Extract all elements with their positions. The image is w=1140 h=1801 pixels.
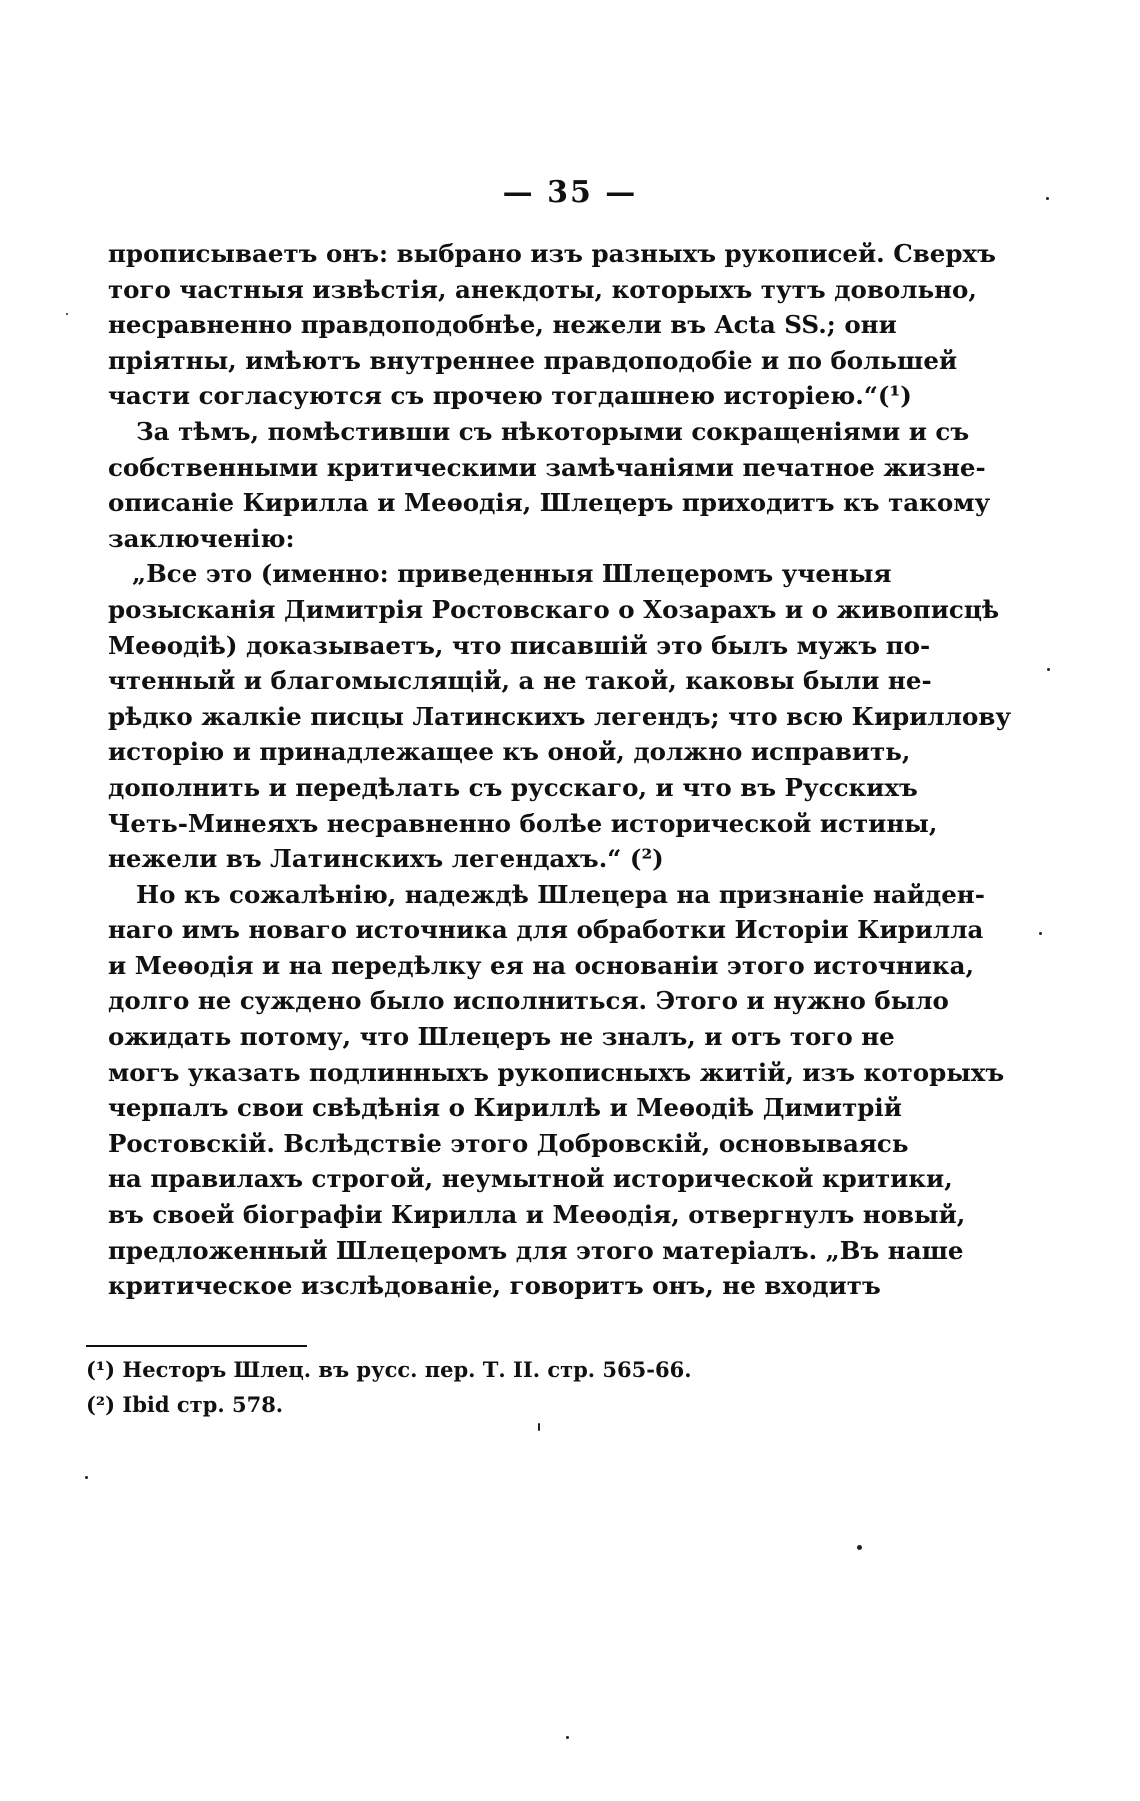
text-line: на правилахъ строгой, неумытной исторической критики, [108,1164,953,1194]
text-line: заключенію: [108,523,295,553]
scan-speck [566,1736,569,1739]
text-line: несравненно правдоподобнѣе, нежели въ Acta SS.; они [108,310,897,340]
text-line: ожидать потому, что Шлецеръ не зналъ, и отъ того не [108,1022,895,1052]
text-line: нежели въ Латинскихъ легендахъ.“ (²) [108,844,664,874]
footnote-1: (¹) Несторъ Шлец. въ русс. пер. Т. II. стр. 565-66. [86,1357,692,1382]
text-line: въ своей біографіи Кирилла и Меѳодія, отвергнулъ новый, [108,1200,966,1230]
text-line: дополнить и передѣлать съ русскаго, и что въ Русскихъ [108,772,918,802]
page-number: — 35 — [502,175,638,210]
scan-speck [1039,932,1042,935]
scan-speck [85,1476,88,1479]
text-line: рѣдко жалкіе писцы Латинскихъ легендъ; что всю Кириллову [108,701,1012,731]
footnotes [86,1352,736,1422]
text-line: розысканія Димитрія Ростовскаго о Хозарахъ и о живописцѣ [108,594,1000,624]
text-line: Меѳодіѣ) доказываетъ, что писавшій это былъ мужъ по- [108,630,931,660]
footnote-divider [86,1345,307,1347]
text-line: могъ указать подлинныхъ рукописныхъ житій, изъ которыхъ [108,1057,1005,1087]
text-line: предложенный Шлецеромъ для этого матеріалъ. „Въ наше [108,1235,964,1265]
text-line: того частныя извѣстія, анекдоты, которыхъ тутъ довольно, [108,274,977,304]
scan-speck [66,313,68,315]
body-text [108,236,1012,1304]
text-line: черпалъ свои свѣдѣнія о Кириллѣ и Меѳодіѣ Димитрій [108,1093,902,1123]
text-line: Но къ сожалѣнію, надеждѣ Шлецера на признаніе найден- [136,879,985,909]
text-line: „Все это (именно: приведенныя Шлецеромъ ученыя [132,559,892,589]
text-line: наго имъ новаго источника для обработки Исторіи Кирилла [108,915,984,945]
text-line: долго не суждено было исполниться. Этого и нужно было [108,986,949,1016]
scan-speck [1046,197,1049,200]
text-line: прописываетъ онъ: выбрано изъ разныхъ рукописей. Сверхъ [108,239,996,268]
text-line: Ростовскій. Вслѣдствіе этого Добровскій, основываясь [108,1128,909,1158]
text-line: описаніе Кирилла и Меѳодія, Шлецеръ приходитъ къ такому [108,488,991,518]
text-line: и Меѳодія и на передѣлку ея на основаніи этого источника, [108,950,975,980]
footnote-2: (²) Ibid стр. 578. [86,1392,284,1417]
text-line: собственными критическими замѣчаніями печатное жизне- [108,452,986,482]
scan-speck [538,1423,540,1431]
scan-speck [857,1545,862,1550]
text-line: критическое изслѣдованіе, говоритъ онъ, не входитъ [108,1271,881,1301]
text-line: исторію и принадлежащее къ оной, должно исправить, [108,737,911,767]
text-line: Четь-Минеяхъ несравненно болѣе исторической истины, [108,808,938,838]
text-line: чтенный и благомыслящій, а не такой, каковы были не- [108,666,932,696]
text-line: части согласуются съ прочею тогдашнею исторіею.“(¹) [108,381,912,411]
text-line: пріятны, имѣютъ внутреннее правдоподобіе и по большей [108,345,958,375]
text-line: За тѣмъ, помѣстивши съ нѣкоторыми сокращеніями и съ [136,416,970,446]
scan-speck [1047,668,1050,671]
